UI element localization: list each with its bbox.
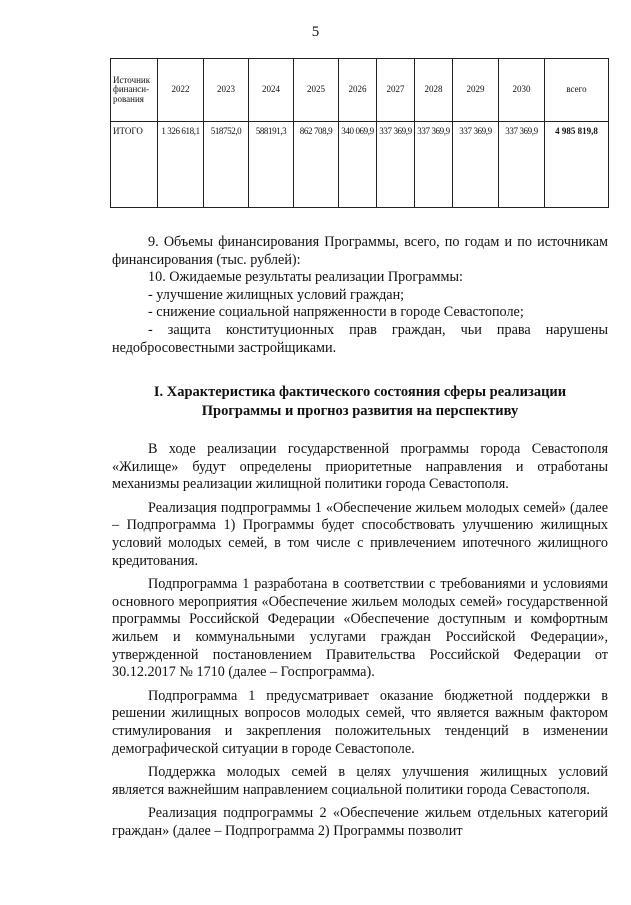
header-cell-2029: 2029: [453, 59, 499, 122]
list-bullet: - снижение социальной напряженности в городе Севастополе;: [148, 304, 524, 321]
section-body: [112, 441, 608, 840]
section-heading-line: I. Характеристика фактического состояния сферы реализации: [153, 384, 567, 400]
cell-value: 337 369,9: [377, 122, 415, 208]
list-item-9: 9. Объемы финансирования Программы, всего, по годам и по источникам финансирования (тыс. рублей):: [112, 234, 608, 268]
header-cell-2024: 2024: [249, 59, 294, 122]
cell-value: 337 369,9: [453, 122, 499, 208]
cell-value: 518752,0: [204, 122, 249, 208]
section-heading-line: Программы и прогноз развития на перспективу: [201, 403, 519, 419]
list-item-10: 10. Ожидаемые результаты реализации Программы:: [148, 269, 463, 286]
paragraph: Реализация подпрограммы 2 «Обеспечение жильем отдельных категорий граждан» (далее – Подпрограмма 2) Программы позволит: [112, 805, 608, 839]
section-heading: [112, 383, 608, 421]
cell-value: 588191,3: [249, 122, 294, 208]
header-cell-2028: 2028: [415, 59, 453, 122]
header-cell-2023: 2023: [204, 59, 249, 122]
cell-total: 4 985 819,8: [545, 122, 609, 208]
cell-value: 1 326 618,1: [158, 122, 204, 208]
header-cell-2026: 2026: [339, 59, 377, 122]
header-cell-2030: 2030: [499, 59, 545, 122]
results-list: [112, 234, 608, 357]
list-bullet: - защита конституционных прав граждан, чьи права нарушены недобросовестными застройщиками.: [112, 321, 608, 356]
cell-value: 337 369,9: [415, 122, 453, 208]
header-cell-total: всего: [545, 59, 609, 122]
paragraph: Подпрограмма 1 разработана в соответствии с требованиями и условиями основного мероприятия «Обеспечение жильем молодых семей» государственной программы Российской Федерации «Обеспечение доступным и комфортным жильем и коммунальными услугами граждан Российской Федерации», утвержденной постановлением Правительства Российской Федерации от 30.12.2017 № 1710 (далее – Госпрограмма).: [112, 576, 608, 681]
header-cell-source: Источник финанси-рования: [111, 59, 158, 122]
financing-table: [110, 58, 609, 208]
table-header-row: [111, 59, 609, 122]
cell-value: 862 708,9: [294, 122, 339, 208]
cell-value: 340 069,9: [339, 122, 377, 208]
paragraph: Подпрограмма 1 предусматривает оказание бюджетной поддержки в решении жилищных вопросов молодых семей, что является важным фактором стимулирования и закрепления положительных тенденций в изменении демографической ситуации в городе Севастополе.: [112, 687, 608, 757]
header-cell-2022: 2022: [158, 59, 204, 122]
header-cell-2027: 2027: [377, 59, 415, 122]
header-cell-2025: 2025: [294, 59, 339, 122]
paragraph: Поддержка молодых семей в целях улучшения жилищных условий является важнейшим направлением социальной политики города Севастополя.: [112, 764, 608, 798]
cell-itogo: ИТОГО: [111, 122, 158, 208]
list-bullet: - улучшение жилищных условий граждан;: [148, 286, 405, 303]
page-number: 5: [311, 24, 320, 40]
cell-value: 337 369,9: [499, 122, 545, 208]
paragraph: Реализация подпрограммы 1 «Обеспечение жильем молодых семей» (далее – Подпрограмма 1) Программы будет способствовать улучшению жилищных условий молодых семей, в том числе с привлечением ипотечного жилищного кредитования.: [112, 499, 608, 569]
table-row: [111, 122, 609, 208]
paragraph: В ходе реализации государственной программы города Севастополя «Жилище» будут определены приоритетные направления и отработаны механизмы реализации жилищной политики города Севастополя.: [112, 441, 608, 493]
